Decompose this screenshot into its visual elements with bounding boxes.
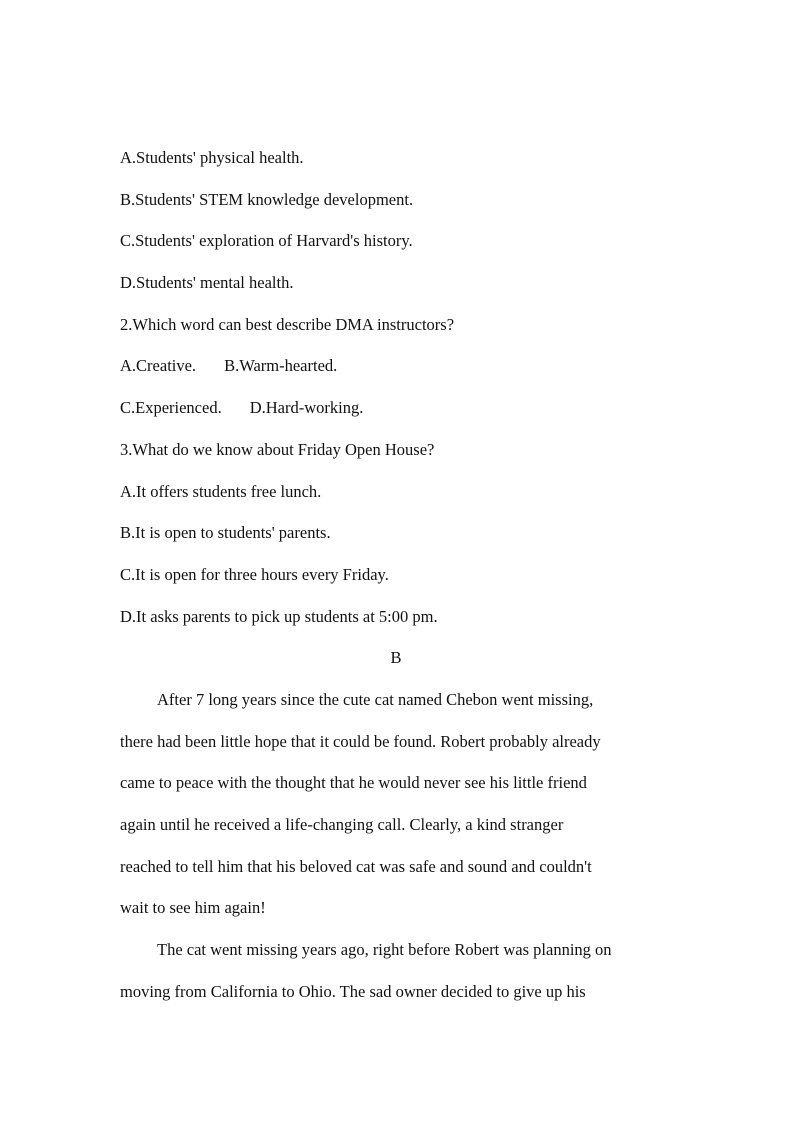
q2-options-row-1 xyxy=(120,354,680,396)
q3-stem: 3.What do we know about Friday Open House? xyxy=(120,439,435,459)
passage-line: there had been little hope that it could be found. Robert probably already xyxy=(120,731,601,751)
q3-option-a: A.It offers students free lunch. xyxy=(120,481,322,501)
q3-option-b: B.It is open to students' parents. xyxy=(120,523,331,543)
q2-stem: 2.Which word can best describe DMA instructors? xyxy=(120,314,455,334)
q2-option-b: B.Warm-hearted. xyxy=(224,356,338,376)
q3-option-c: C.It is open for three hours every Friday. xyxy=(120,564,389,584)
q2-option-a: A.Creative. xyxy=(120,356,197,376)
passage-line: After 7 long years since the cute cat named Chebon went missing, xyxy=(157,689,594,709)
passage-line: The cat went missing years ago, right before Robert was planning on xyxy=(157,940,612,960)
q2-options-row-2 xyxy=(120,396,680,438)
q1-option-d: D.Students' mental health. xyxy=(120,273,294,293)
q1-option-c: C.Students' exploration of Harvard's history. xyxy=(120,231,413,251)
q2-option-d: D.Hard-working. xyxy=(249,398,364,418)
passage-line: moving from California to Ohio. The sad owner decided to give up his xyxy=(120,981,586,1001)
q1-option-a: A.Students' physical health. xyxy=(120,148,304,167)
q1-option-b: B.Students' STEM knowledge development. xyxy=(120,189,414,209)
q2-option-c: C.Experienced. xyxy=(120,398,222,418)
passage-heading: B xyxy=(390,648,402,668)
passage-line: wait to see him again! xyxy=(120,898,266,918)
passage-line: again until he received a life-changing call. Clearly, a kind stranger xyxy=(120,815,564,834)
exam-text xyxy=(120,146,680,1021)
passage-line: came to peace with the thought that he would never see his little friend xyxy=(120,773,587,793)
passage-line: reached to tell him that his beloved cat was safe and sound and couldn't xyxy=(120,856,592,876)
q3-option-d: D.It asks parents to pick up students at 5:00 pm. xyxy=(120,606,438,626)
